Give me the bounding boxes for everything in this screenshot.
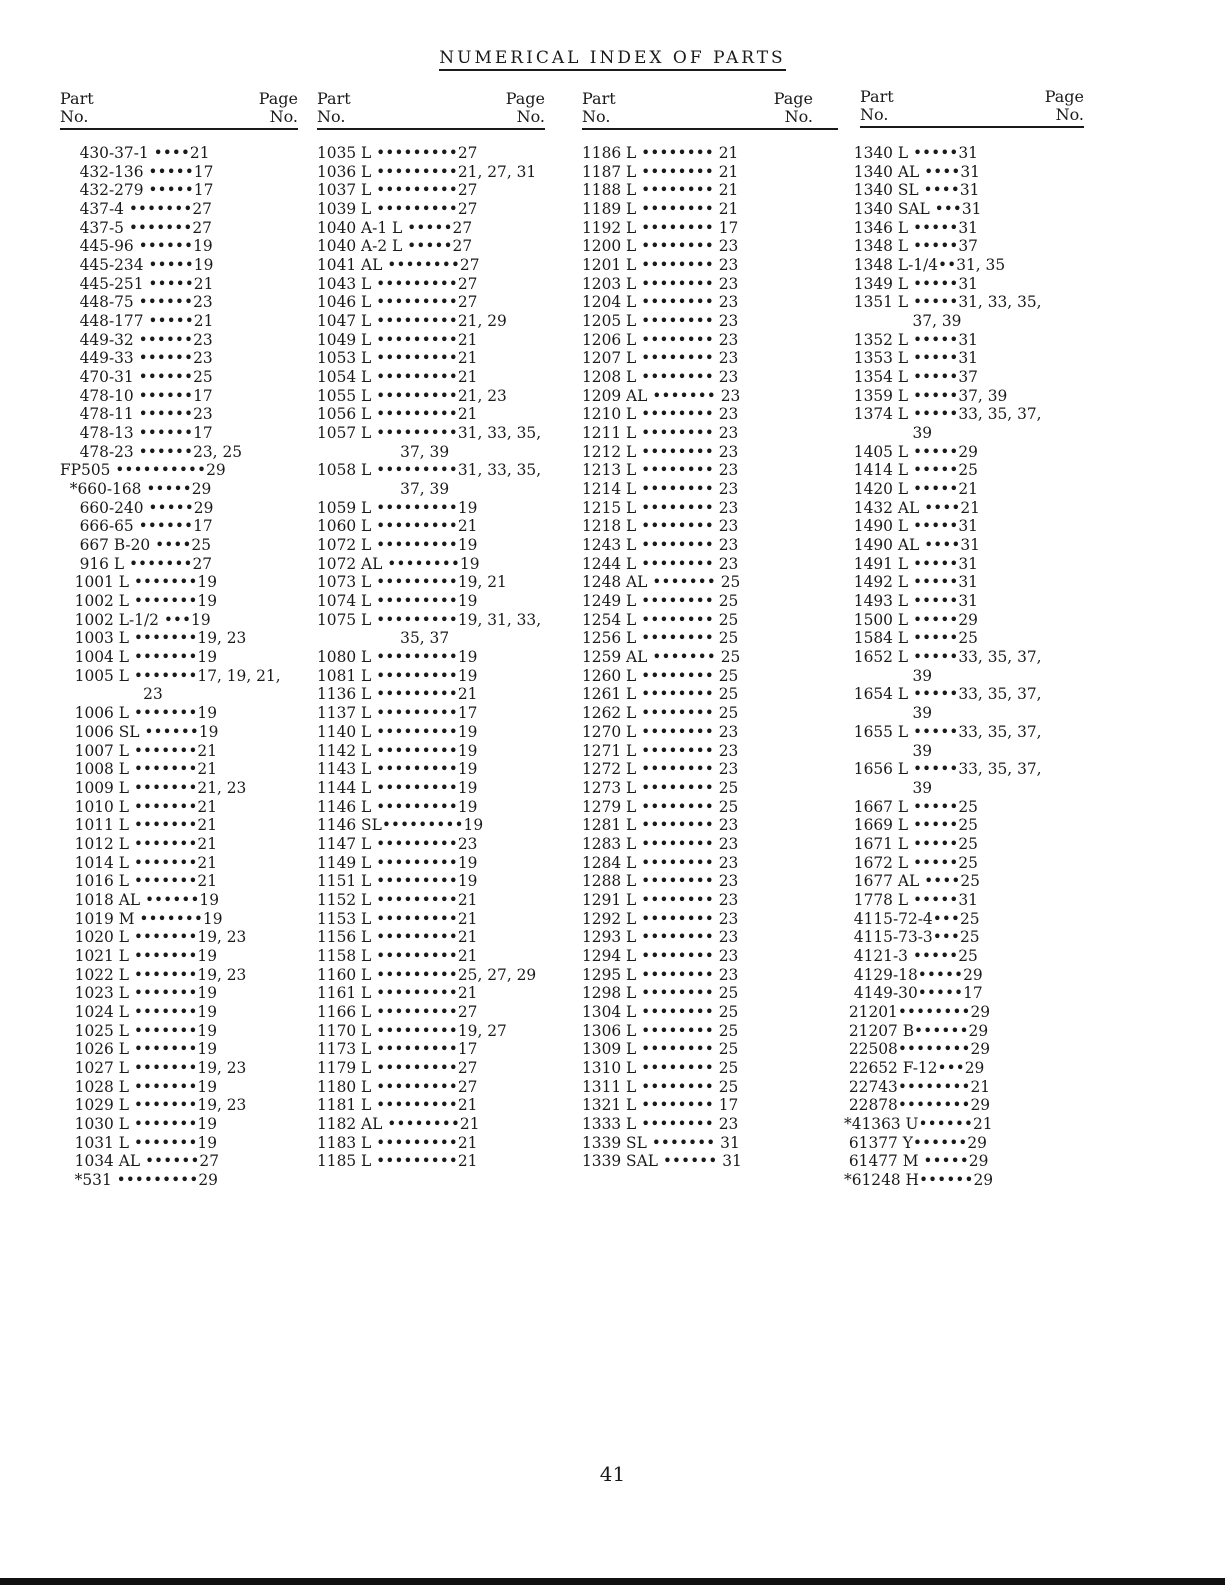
index-entry: 1209 AL ••••••• 23 <box>582 386 741 405</box>
index-entry: 1147 L •••••••••23 <box>317 834 478 853</box>
index-entry: 1491 L •••••31 <box>844 554 978 573</box>
index-entry: 1432 AL ••••21 <box>844 498 980 517</box>
index-entry: 22652 F-12•••29 <box>844 1058 985 1077</box>
index-entry: 1004 L •••••••19 <box>60 648 217 667</box>
index-entry: 1012 L •••••••21 <box>60 834 217 853</box>
index-entry: 448-75 ••••••23 <box>60 293 213 312</box>
index-entry: 1584 L •••••25 <box>844 629 978 648</box>
index-rows <box>60 144 281 1190</box>
index-entry: 1309 L •••••••• 25 <box>582 1040 739 1059</box>
index-entry: 1053 L •••••••••21 <box>317 349 478 368</box>
index-entry: 1288 L •••••••• 23 <box>582 872 739 891</box>
index-entry: 1351 L •••••31, 33, 35, <box>844 293 1042 312</box>
index-entry: 1339 SAL •••••• 31 <box>582 1152 742 1171</box>
page-number: 41 <box>599 1462 626 1486</box>
index-entry: 445-234 •••••19 <box>60 256 214 275</box>
index-entry: 1010 L •••••••21 <box>60 797 217 816</box>
column-header <box>60 88 298 130</box>
index-entry: 1182 AL ••••••••21 <box>317 1114 480 1133</box>
index-entry: 1021 L •••••••19 <box>60 946 217 965</box>
index-entry: 1208 L •••••••• 23 <box>582 368 739 387</box>
index-entry: 1002 L •••••••19 <box>60 592 217 611</box>
index-entry: 916 L •••••••27 <box>60 554 213 573</box>
column-header <box>317 88 545 130</box>
index-entry: 1006 L •••••••19 <box>60 704 217 723</box>
index-entry: *660-168 •••••29 <box>60 480 212 499</box>
index-entry: 1249 L •••••••• 25 <box>582 592 739 611</box>
index-entry: 1667 L •••••25 <box>844 797 978 816</box>
index-entry: 1215 L •••••••• 23 <box>582 498 739 517</box>
index-entry: 1142 L •••••••••19 <box>317 741 478 760</box>
page-no-header <box>774 90 813 126</box>
part-no-header <box>60 90 94 126</box>
index-entry: 1262 L •••••••• 25 <box>582 704 739 723</box>
column-header <box>860 86 1084 128</box>
index-entry: 1292 L •••••••• 23 <box>582 909 739 928</box>
index-entry: 1039 L •••••••••27 <box>317 200 478 219</box>
index-entry: 1031 L •••••••19 <box>60 1133 217 1152</box>
index-entry: 1340 L •••••31 <box>844 144 978 162</box>
index-entry: 1652 L •••••33, 35, 37, <box>844 648 1042 667</box>
index-entry: 1291 L •••••••• 23 <box>582 890 739 909</box>
index-entry: 1279 L •••••••• 25 <box>582 797 739 816</box>
index-entry: 1057 L •••••••••31, 33, 35, <box>317 424 542 443</box>
index-entry: 666-65 ••••••17 <box>60 517 213 536</box>
index-entry: 1294 L •••••••• 23 <box>582 946 739 965</box>
index-entry: 1073 L •••••••••19, 21 <box>317 573 507 592</box>
index-entry: 432-279 •••••17 <box>60 181 214 200</box>
index-entry: 39 <box>844 666 933 685</box>
index-entry: 1059 L •••••••••19 <box>317 498 478 517</box>
index-entry: 660-240 •••••29 <box>60 498 214 517</box>
index-entry: 4115-73-3•••25 <box>844 928 980 947</box>
index-entry: 1273 L •••••••• 25 <box>582 778 739 797</box>
index-entry: 22743••••••••21 <box>844 1077 991 1096</box>
index-entry: 1011 L •••••••21 <box>60 816 217 835</box>
index-entry: 22508••••••••29 <box>844 1040 991 1059</box>
index-entry: 1075 L •••••••••19, 31, 33, <box>317 610 542 629</box>
index-entry: 1049 L •••••••••21 <box>317 330 478 349</box>
index-entry: 1281 L •••••••• 23 <box>582 816 739 835</box>
index-entry: 1283 L •••••••• 23 <box>582 834 739 853</box>
index-entry: 1020 L •••••••19, 23 <box>60 928 247 947</box>
index-entry: 1212 L •••••••• 23 <box>582 442 739 461</box>
index-entry: 1143 L •••••••••19 <box>317 760 478 779</box>
index-entry: 1672 L •••••25 <box>844 853 978 872</box>
index-entry: 1293 L •••••••• 23 <box>582 928 739 947</box>
index-entry: 1056 L •••••••••21 <box>317 405 478 424</box>
index-entry: 1259 AL ••••••• 25 <box>582 648 741 667</box>
index-entry: 1655 L •••••33, 35, 37, <box>844 722 1042 741</box>
index-entry: 448-177 •••••21 <box>60 312 214 331</box>
page-title-text: NUMERICAL INDEX OF PARTS <box>439 48 785 71</box>
index-entry: 1204 L •••••••• 23 <box>582 293 739 312</box>
header-no-label: No. <box>317 107 346 126</box>
header-part-label: Part <box>582 89 616 108</box>
index-entry: 1144 L •••••••••19 <box>317 778 478 797</box>
index-entry: 1340 SAL •••31 <box>844 200 982 219</box>
page-no-header <box>1045 88 1084 124</box>
index-entry: 1024 L •••••••19 <box>60 1002 217 1021</box>
index-entry: 478-13 ••••••17 <box>60 424 213 443</box>
index-entry: 1321 L •••••••• 17 <box>582 1096 739 1115</box>
index-entry: 1158 L •••••••••21 <box>317 946 478 965</box>
index-entry: 1041 AL ••••••••27 <box>317 256 480 275</box>
index-entry: 1014 L •••••••21 <box>60 853 217 872</box>
index-entry: 1295 L •••••••• 23 <box>582 965 739 984</box>
index-entry: 1019 M •••••••19 <box>60 909 223 928</box>
header-no-label: No. <box>860 105 889 124</box>
index-entry: 1149 L •••••••••19 <box>317 853 478 872</box>
index-entry: 1374 L •••••33, 35, 37, <box>844 405 1042 424</box>
index-entry: 1260 L •••••••• 25 <box>582 666 739 685</box>
index-entry: 1002 L-1/2 •••19 <box>60 610 211 629</box>
index-entry: *61248 H••••••29 <box>844 1170 994 1189</box>
index-entry: 1140 L •••••••••19 <box>317 722 478 741</box>
index-entry: 37, 39 <box>317 480 450 499</box>
index-entry: 1671 L •••••25 <box>844 834 978 853</box>
index-entry: 1248 AL ••••••• 25 <box>582 573 741 592</box>
index-entry: 1359 L •••••37, 39 <box>844 386 1008 405</box>
index-entry: 1054 L •••••••••21 <box>317 368 478 387</box>
index-entry: 37, 39 <box>844 312 962 331</box>
index-entry: 1185 L •••••••••21 <box>317 1152 478 1171</box>
column-header <box>582 88 838 130</box>
index-entry: 4121-3 •••••25 <box>844 946 978 965</box>
index-entry: 437-4 •••••••27 <box>60 200 212 219</box>
index-entry: 1203 L •••••••• 23 <box>582 274 739 293</box>
index-entry: 1210 L •••••••• 23 <box>582 405 739 424</box>
index-rows <box>582 144 742 1171</box>
part-no-header <box>582 90 616 126</box>
index-entry: 478-11 ••••••23 <box>60 405 213 424</box>
index-entry: 1181 L •••••••••21 <box>317 1096 478 1115</box>
index-entry: 470-31 ••••••25 <box>60 368 213 387</box>
index-entry: 1001 L •••••••19 <box>60 573 217 592</box>
page-no-header <box>259 90 298 126</box>
index-column-3 <box>582 88 838 1171</box>
index-entry: 1170 L •••••••••19, 27 <box>317 1021 507 1040</box>
index-entry: 1348 L-1/4••31, 35 <box>844 256 1006 275</box>
index-entry: 445-96 ••••••19 <box>60 237 213 256</box>
index-entry: 1037 L •••••••••27 <box>317 181 478 200</box>
index-entry: 1207 L •••••••• 23 <box>582 349 739 368</box>
index-entry: 1669 L •••••25 <box>844 816 978 835</box>
index-entry: 478-23 ••••••23, 25 <box>60 442 243 461</box>
index-entry: 4149-30•••••17 <box>844 984 983 1003</box>
index-entry: 1254 L •••••••• 25 <box>582 610 739 629</box>
index-entry: 1072 AL ••••••••19 <box>317 554 480 573</box>
index-entry: 1074 L •••••••••19 <box>317 592 478 611</box>
index-entry: 478-10 ••••••17 <box>60 386 213 405</box>
header-page-label: Page <box>1044 87 1084 106</box>
index-entry: 1026 L •••••••19 <box>60 1040 217 1059</box>
index-entry: 1022 L •••••••19, 23 <box>60 965 247 984</box>
index-entry: 61377 Y••••••29 <box>844 1133 987 1152</box>
index-entry: 449-32 ••••••23 <box>60 330 213 349</box>
index-entry: 1018 AL ••••••19 <box>60 890 220 909</box>
index-entry: 1333 L •••••••• 23 <box>582 1114 739 1133</box>
index-entry: 1152 L •••••••••21 <box>317 890 478 909</box>
index-entry: 1034 AL ••••••27 <box>60 1152 220 1171</box>
header-no-label: No. <box>784 107 813 126</box>
index-rows <box>317 144 541 1171</box>
index-entry: 1016 L •••••••21 <box>60 872 217 891</box>
index-entry: 1058 L •••••••••31, 33, 35, <box>317 461 542 480</box>
index-entry: 1047 L •••••••••21, 29 <box>317 312 507 331</box>
index-entry: 1500 L •••••29 <box>844 610 978 629</box>
index-entry: 1654 L •••••33, 35, 37, <box>844 685 1042 704</box>
index-entry: 1490 L •••••31 <box>844 517 978 536</box>
index-entry: 437-5 •••••••27 <box>60 218 212 237</box>
index-entry: 1284 L •••••••• 23 <box>582 853 739 872</box>
index-entry: 1030 L •••••••19 <box>60 1114 217 1133</box>
index-entry: 1218 L •••••••• 23 <box>582 517 739 536</box>
index-entry: *531 •••••••••29 <box>60 1170 218 1189</box>
index-entry: 1153 L •••••••••21 <box>317 909 478 928</box>
index-column-1 <box>60 88 298 1189</box>
header-part-label: Part <box>317 89 351 108</box>
index-entry: 445-251 •••••21 <box>60 274 214 293</box>
index-entry: 1179 L •••••••••27 <box>317 1058 478 1077</box>
index-entry: 21201••••••••29 <box>844 1002 991 1021</box>
page-title <box>0 48 1225 68</box>
index-entry: 21207 B••••••29 <box>844 1021 989 1040</box>
index-entry: 1183 L •••••••••21 <box>317 1133 478 1152</box>
index-entry: 1009 L •••••••21, 23 <box>60 778 247 797</box>
index-entry: 1005 L •••••••17, 19, 21, <box>60 666 281 685</box>
header-page-label: Page <box>258 89 298 108</box>
index-entry: 1656 L •••••33, 35, 37, <box>844 760 1042 779</box>
index-entry: 1353 L •••••31 <box>844 349 978 368</box>
index-entry: FP505 ••••••••••29 <box>60 461 226 480</box>
index-entry: 1060 L •••••••••21 <box>317 517 478 536</box>
index-entry: 1340 SL ••••31 <box>844 181 980 200</box>
index-entry: 1081 L •••••••••19 <box>317 666 478 685</box>
index-entry: 1036 L •••••••••21, 27, 31 <box>317 162 537 181</box>
index-entry: 1270 L •••••••• 23 <box>582 722 739 741</box>
index-entry: 1493 L •••••31 <box>844 592 978 611</box>
index-entry: 1420 L •••••21 <box>844 480 978 499</box>
index-entry: 1414 L •••••25 <box>844 461 978 480</box>
index-entry: 1261 L •••••••• 25 <box>582 685 739 704</box>
index-entry: 1043 L •••••••••27 <box>317 274 478 293</box>
index-entry: 430-37-1 ••••21 <box>60 144 210 162</box>
index-entry: 1311 L •••••••• 25 <box>582 1077 739 1096</box>
index-entry: 1040 A-2 L •••••27 <box>317 237 473 256</box>
part-no-header <box>860 88 894 124</box>
header-no-label: No. <box>269 107 298 126</box>
index-entry: 4129-18•••••29 <box>844 965 983 984</box>
header-part-label: Part <box>60 89 94 108</box>
index-entry: 1035 L •••••••••27 <box>317 144 478 162</box>
index-entry: 1211 L •••••••• 23 <box>582 424 739 443</box>
header-no-label: No. <box>582 107 611 126</box>
index-entry: 39 <box>844 741 933 760</box>
index-entry: 1677 AL ••••25 <box>844 872 980 891</box>
index-entry: 1243 L •••••••• 23 <box>582 536 739 555</box>
index-entry: 1346 L •••••31 <box>844 218 978 237</box>
index-rows <box>844 144 1042 1190</box>
index-entry: 1201 L •••••••• 23 <box>582 256 739 275</box>
index-entry: 1151 L •••••••••19 <box>317 872 478 891</box>
index-entry: 22878••••••••29 <box>844 1096 991 1115</box>
index-entry: 1271 L •••••••• 23 <box>582 741 739 760</box>
index-entry: 23 <box>60 685 163 704</box>
index-entry: 1028 L •••••••19 <box>60 1077 217 1096</box>
index-entry: 1029 L •••••••19, 23 <box>60 1096 247 1115</box>
index-entry: 1778 L •••••31 <box>844 890 978 909</box>
index-entry: 1187 L •••••••• 21 <box>582 162 739 181</box>
bottom-rule <box>0 1578 1225 1585</box>
index-entry: 1348 L •••••37 <box>844 237 978 256</box>
index-entry: 4115-72-4•••25 <box>844 909 980 928</box>
index-entry: 1161 L •••••••••21 <box>317 984 478 1003</box>
index-entry: 61477 M •••••29 <box>844 1152 989 1171</box>
index-entry: 667 B-20 ••••25 <box>60 536 212 555</box>
index-entry: 1256 L •••••••• 25 <box>582 629 739 648</box>
index-entry: 1298 L •••••••• 25 <box>582 984 739 1003</box>
index-entry: 1214 L •••••••• 23 <box>582 480 739 499</box>
index-entry: 1055 L •••••••••21, 23 <box>317 386 507 405</box>
index-entry: 1146 SL•••••••••19 <box>317 816 484 835</box>
index-entry: 1339 SL ••••••• 31 <box>582 1133 740 1152</box>
index-entry: 1492 L •••••31 <box>844 573 978 592</box>
index-entry: 1080 L •••••••••19 <box>317 648 478 667</box>
index-entry: 1490 AL ••••31 <box>844 536 980 555</box>
index-entry: 1008 L •••••••21 <box>60 760 217 779</box>
index-entry: 1310 L •••••••• 25 <box>582 1058 739 1077</box>
index-entry: 1003 L •••••••19, 23 <box>60 629 247 648</box>
index-entry: 1188 L •••••••• 21 <box>582 181 739 200</box>
index-entry: 1206 L •••••••• 23 <box>582 330 739 349</box>
index-entry: 1173 L •••••••••17 <box>317 1040 478 1059</box>
index-entry: 1192 L •••••••• 17 <box>582 218 739 237</box>
index-column-2 <box>317 88 545 1171</box>
header-part-label: Part <box>860 87 894 106</box>
index-entry: 1025 L •••••••19 <box>60 1021 217 1040</box>
header-no-label: No. <box>1055 105 1084 124</box>
index-entry: 1213 L •••••••• 23 <box>582 461 739 480</box>
header-no-label: No. <box>60 107 89 126</box>
index-entry: 1200 L •••••••• 23 <box>582 237 739 256</box>
index-entry: 1354 L •••••37 <box>844 368 978 387</box>
index-entry: 1405 L •••••29 <box>844 442 978 461</box>
index-entry: 1006 SL ••••••19 <box>60 722 219 741</box>
index-entry: 432-136 •••••17 <box>60 162 214 181</box>
index-entry: 1304 L •••••••• 25 <box>582 1002 739 1021</box>
part-no-header <box>317 90 351 126</box>
index-entry: 1244 L •••••••• 23 <box>582 554 739 573</box>
index-entry: 35, 37 <box>317 629 450 648</box>
header-page-label: Page <box>773 89 813 108</box>
index-entry: 1040 A-1 L •••••27 <box>317 218 473 237</box>
index-entry: 39 <box>844 424 933 443</box>
index-entry: 1027 L •••••••19, 23 <box>60 1058 247 1077</box>
header-no-label: No. <box>516 107 545 126</box>
index-entry: 1072 L •••••••••19 <box>317 536 478 555</box>
page-no-header <box>506 90 545 126</box>
index-entry: 1352 L •••••31 <box>844 330 978 349</box>
index-entry: 1146 L •••••••••19 <box>317 797 478 816</box>
index-entry: 1046 L •••••••••27 <box>317 293 478 312</box>
index-entry: *41363 U••••••21 <box>844 1114 993 1133</box>
index-entry: 1189 L •••••••• 21 <box>582 200 739 219</box>
index-entry: 1340 AL ••••31 <box>844 162 980 181</box>
index-entry: 1306 L •••••••• 25 <box>582 1021 739 1040</box>
index-column-4 <box>844 87 1084 1189</box>
index-entry: 1160 L •••••••••25, 27, 29 <box>317 965 537 984</box>
index-entry: 1023 L •••••••19 <box>60 984 217 1003</box>
index-entry: 39 <box>844 704 933 723</box>
index-entry: 1272 L •••••••• 23 <box>582 760 739 779</box>
index-entry: 1007 L •••••••21 <box>60 741 217 760</box>
index-entry: 1156 L •••••••••21 <box>317 928 478 947</box>
index-entry: 1166 L •••••••••27 <box>317 1002 478 1021</box>
index-entry: 449-33 ••••••23 <box>60 349 213 368</box>
index-entry: 1180 L •••••••••27 <box>317 1077 478 1096</box>
header-page-label: Page <box>505 89 545 108</box>
index-entry: 1349 L •••••31 <box>844 274 978 293</box>
index-entry: 1136 L •••••••••21 <box>317 685 478 704</box>
index-entry: 1186 L •••••••• 21 <box>582 144 739 162</box>
index-entry: 1205 L •••••••• 23 <box>582 312 739 331</box>
index-entry: 1137 L •••••••••17 <box>317 704 478 723</box>
index-entry: 39 <box>844 778 933 797</box>
index-entry: 37, 39 <box>317 442 450 461</box>
